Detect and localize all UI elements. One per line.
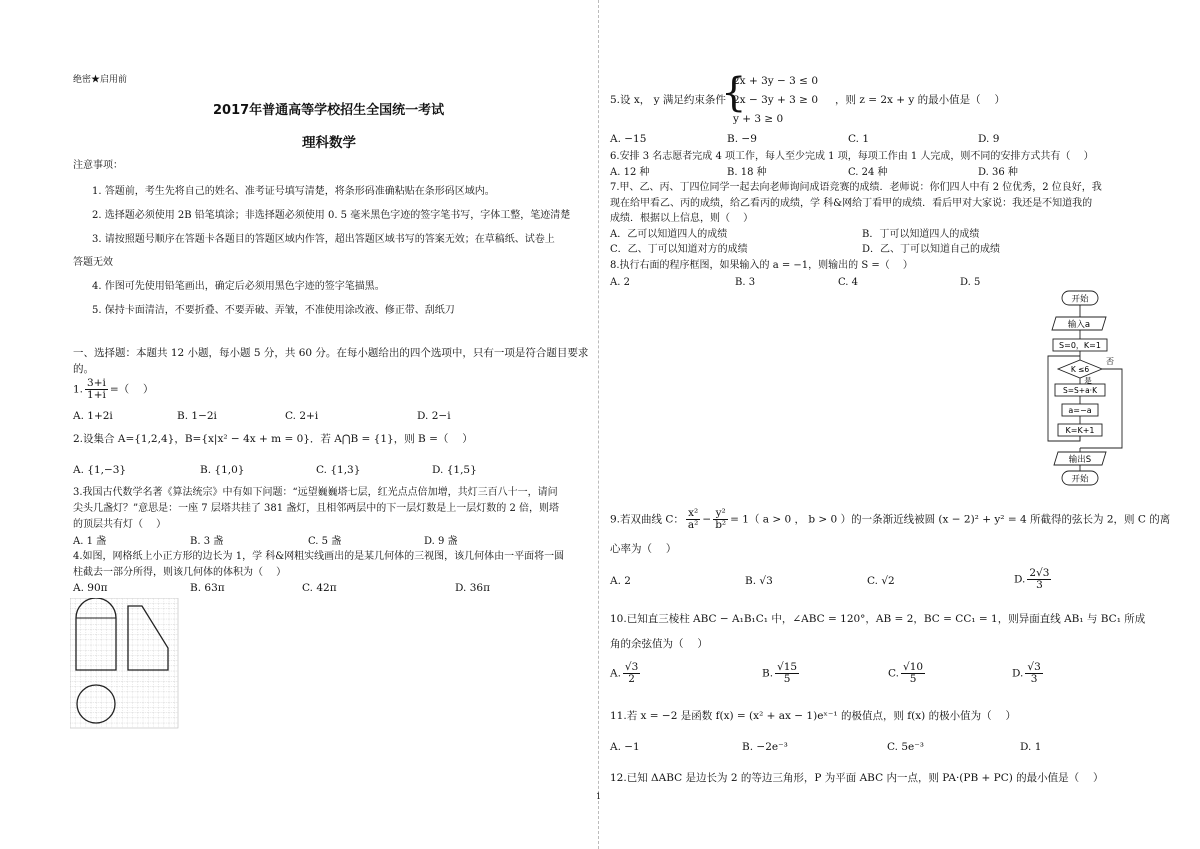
q11-stem: 11.若 x = −2 是函数 f(x) = (x² + ax − 1)eˣ⁻¹ 的极值点，则 f(x) 的极小值为（ ）: [610, 710, 1016, 722]
q8-option-d: D. 5: [960, 277, 981, 288]
note-item: 3. 请按照题号顺序在答题卡各题目的答题区域内作答，超出答题区域书写的答案无效；在草稿纸、试卷上: [92, 234, 555, 245]
q7-option-a: A．乙可以知道四人的成绩: [610, 229, 728, 240]
flow-step-increment-label: K=K+1: [1065, 426, 1095, 435]
secret-mark: 绝密★启用前: [73, 75, 128, 85]
q11-option-d: D. 1: [1020, 741, 1042, 753]
q11-option-a: A. −1: [610, 741, 640, 753]
q9-option-d: D. $\frac{2√3}{3}$: [1014, 567, 1050, 591]
q3-option-b: B. 3 盏: [190, 536, 224, 547]
q6-option-a: A. 12 种: [610, 167, 650, 178]
q10-stem: 10.已知直三棱柱 ABC − A₁B₁C₁ 中，∠ABC = 120°，AB = 2，BC = CC₁ = 1，则异面直线 AB₁ 与 BC₁ 所成: [610, 613, 1146, 625]
flow-end-label: 开始: [1071, 474, 1089, 485]
three-view-figure: [70, 598, 180, 730]
q9-option-b: B. √3: [745, 575, 773, 587]
q1-option-d: D. 2−i: [417, 410, 451, 422]
q4-stem-line: 4.如图，网格纸上小正方形的边长为 1，学 科&网粗实线画出的是某几何体的三视图，该几何体由一平面将一圆: [73, 551, 565, 562]
q3-option-a: A. 1 盏: [73, 536, 107, 547]
q5-brace: {: [721, 70, 747, 116]
flow-input-label: 输入a: [1067, 320, 1091, 330]
q7-stem-line: 7.甲、乙、丙、丁四位同学一起去向老师询问成语竞赛的成绩．老师说：你们四人中有 2 位优秀，2 位良好，我: [610, 182, 1102, 193]
note-item: 1. 答题前，考生先将自己的姓名、准考证号填写清楚，将条形码准确粘贴在条形码区域内。: [92, 186, 495, 197]
q2-option-a: A. {1,−3}: [73, 464, 127, 476]
section-heading-cont: 的。: [73, 363, 94, 375]
q6-option-d: D. 36 种: [978, 167, 1018, 178]
q5-suffix: ，则 z = 2x + y 的最小值是（ ）: [835, 94, 1006, 106]
flow-yes-label: 是: [1084, 376, 1092, 385]
q5-constraint: 2x + 3y − 3 ≤ 0: [733, 75, 818, 87]
q5-option-b: B. −9: [727, 133, 757, 145]
q5-prefix: 5.设 x， y 满足约束条件: [610, 94, 726, 106]
flow-start-label: 开始: [1071, 294, 1089, 305]
q5-constraint: 2x − 3y + 3 ≥ 0: [733, 94, 818, 106]
q1-option-a: A. 1+2i: [73, 410, 113, 422]
q7-stem-line: 现在给甲看乙、丙的成绩，给乙看丙的成绩，学 科&网给丁看甲的成绩．看后甲对大家说：我还是不知道我的: [610, 198, 1093, 209]
notes-heading: 注意事项：: [73, 160, 123, 171]
note-item: 答题无效: [73, 257, 113, 268]
q4-option-a: A. 90π: [73, 582, 108, 594]
q7-option-d: D．乙、丁可以知道自己的成绩: [862, 244, 1001, 255]
q5-option-d: D. 9: [978, 133, 1000, 145]
flow-output-label: 输出S: [1068, 455, 1092, 465]
q2-option-d: D. {1,5}: [432, 464, 477, 476]
q10-option-c: C. $\frac{√10}{5}$: [888, 661, 924, 685]
q3-option-d: D. 9 盏: [424, 536, 458, 547]
q10-option-a: A. $\frac{√3}{2}$: [610, 661, 639, 685]
flow-step-negate-label: a=−a: [1068, 406, 1092, 415]
q1-stem: 1. $\frac{3+i}{1+i}$ =（ ）: [73, 377, 154, 401]
q6-option-b: B. 18 种: [727, 167, 767, 178]
q8-option-b: B. 3: [735, 277, 756, 288]
q6-stem: 6.安排 3 名志愿者完成 4 项工作，每人至少完成 1 项，每项工作由 1 人完成，则不同的安排方式共有（ ）: [610, 151, 1094, 162]
q11-option-c: C. 5e⁻³: [887, 741, 924, 753]
q6-option-c: C. 24 种: [848, 167, 888, 178]
q5-option-a: A. −15: [610, 133, 647, 145]
q10-stem-cont: 角的余弦值为（ ）: [610, 638, 708, 650]
q4-option-c: C. 42π: [302, 582, 337, 594]
page-divider: [596, 0, 602, 849]
q9-stem-cont: 心率为（ ）: [610, 543, 677, 555]
q11-option-b: B. −2e⁻³: [742, 741, 788, 753]
flow-condition-label: K ≤6: [1070, 365, 1090, 374]
q8-option-c: C. 4: [838, 277, 859, 288]
program-flowchart: [1040, 288, 1132, 488]
flow-step-sum-label: S=S+a·K: [1063, 386, 1097, 395]
q1-option-b: B. 1−2i: [177, 410, 217, 422]
section-heading: 一、选择题：本题共 12 小题，每小题 5 分，共 60 分。在每小题给出的四个选项中，只有一项是符合题目要求: [73, 347, 589, 359]
subject-title: 理科数学: [302, 135, 356, 151]
q12-stem: 12.已知 ΔABC 是边长为 2 的等边三角形，P 为平面 ABC 内一点，则 PA·(PB + PC) 的最小值是（ ）: [610, 772, 1104, 784]
q2-option-b: B. {1,0}: [200, 464, 245, 476]
q2-option-c: C. {1,3}: [316, 464, 361, 476]
flow-no-label: 否: [1106, 357, 1114, 366]
q1-option-c: C. 2+i: [285, 410, 319, 422]
q3-option-c: C. 5 盏: [308, 536, 342, 547]
page-number: 1: [596, 792, 602, 801]
q8-stem: 8.执行右面的程序框图，如果输入的 a = −1，则输出的 S =（ ）: [610, 260, 913, 271]
q4-option-b: B. 63π: [190, 582, 225, 594]
q7-option-c: C．乙、丁可以知道对方的成绩: [610, 244, 748, 255]
q9-option-a: A. 2: [610, 575, 631, 587]
q7-option-b: B．丁可以知道四人的成绩: [862, 229, 980, 240]
flow-init-label: S=0，K=1: [1059, 341, 1101, 350]
q3-stem-line: 尖头几盏灯？”意思是：一座 7 层塔共挂了 381 盏灯，且相邻两层中的下一层灯数是上一层灯数的 2 倍，则塔: [73, 503, 559, 514]
q4-stem-line: 柱截去一部分所得，则该几何体的体积为（ ）: [73, 567, 287, 578]
q7-stem-line: 成绩．根据以上信息，则（ ）: [610, 213, 754, 224]
q4-option-d: D. 36π: [455, 582, 490, 594]
q2-stem: 2.设集合 A={1,2,4}，B={x|x² − 4x + m = 0}．若 A⋂B = {1}，则 B =（ ）: [73, 433, 473, 445]
q9-option-c: C. √2: [867, 575, 895, 587]
note-item: 2. 选择题必须使用 2B 铅笔填涂；非选择题必须使用 0. 5 毫米黑色字迹的签字笔书写，字体工整，笔迹清楚: [92, 210, 571, 221]
q10-option-d: D. $\frac{√3}{3}$: [1012, 661, 1041, 685]
exam-title: 2017年普通高等学校招生全国统一考试: [213, 103, 445, 118]
q9-stem: 9.若双曲线 C： $\frac{\text{x²}}{\text{a²}}$ − $\frac{\text{y²}}{\text{b²}}$ = 1（ a > 0 ， b > 0 ）的一条渐近线被圆 (x − 2)² + y² = 4 所截得的弦长为 2，则 C 的离: [610, 507, 1171, 531]
q8-option-a: A. 2: [610, 277, 630, 288]
note-item: 5. 保持卡面清洁，不要折叠、不要弄破、弄皱，不准使用涂改液、修正带、刮纸刀: [92, 305, 455, 316]
q10-option-b: B. $\frac{√15}{5}$: [762, 661, 798, 685]
q3-stem-line: 的顶层共有灯（ ）: [73, 519, 167, 530]
q5-constraint: y + 3 ≥ 0: [733, 113, 784, 125]
q5-option-c: C. 1: [848, 133, 870, 145]
note-item: 4. 作图可先使用铅笔画出，确定后必须用黑色字迹的签字笔描黑。: [92, 281, 385, 292]
q3-stem-line: 3.我国古代数学名著《算法统宗》中有如下问题：“远望巍巍塔七层，红光点点倍加增，共灯三百八十一，请问: [73, 487, 558, 498]
